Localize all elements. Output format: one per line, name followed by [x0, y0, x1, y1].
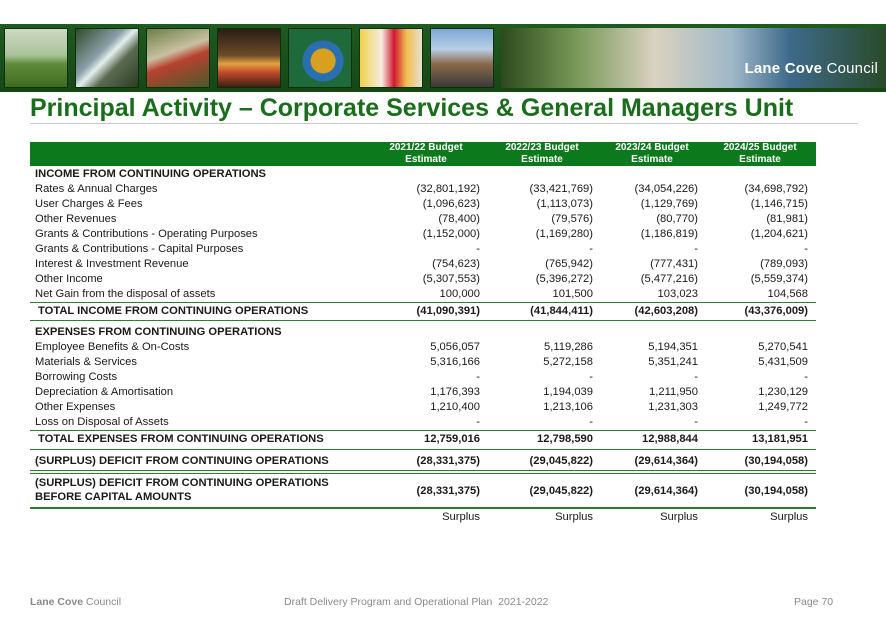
- header-banner: [0, 24, 886, 92]
- income-total-rule: [30, 302, 816, 303]
- surplus-before-capital-row: (SURPLUS) DEFICIT FROM CONTINUING OPERATIONS BEFORE CAPITAL AMOUNTS (28,331,375) (29,045,822) (29,614,364) (30,194,058): [35, 477, 808, 503]
- table-row: Other Expenses 1,210,400 1,213,106 1,231,303 1,249,772: [35, 401, 808, 413]
- expense-total-row: TOTAL EXPENSES FROM CONTINUING OPERATIONS 12,759,016 12,798,590 12,988,844 13,181,951: [38, 433, 808, 445]
- park-photo: [4, 28, 68, 88]
- result-row: Surplus Surplus Surplus Surplus: [442, 511, 808, 523]
- table-row: Materials & Services 5,316,166 5,272,158 5,351,241 5,431,509: [35, 356, 808, 368]
- column-header-2021-22: 2021/22 Budget Estimate: [389, 142, 463, 165]
- surplus-before-capital-rule: [30, 507, 816, 509]
- harbour-photo: [501, 28, 886, 88]
- table-row: Depreciation & Amortisation 1,176,393 1,194,039 1,211,950 1,230,129: [35, 386, 808, 398]
- surplus-row: (SURPLUS) DEFICIT FROM CONTINUING OPERATIONS (28,331,375) (29,045,822) (29,614,364) (30,194,058): [35, 455, 808, 467]
- table-row: Other Income (5,307,553) (5,396,272) (5,477,216) (5,559,374): [35, 273, 808, 285]
- dancer-photo: [359, 28, 423, 88]
- waterfall-photo: [75, 28, 139, 88]
- page-title: Principal Activity – Corporate Services & General Managers Unit: [30, 94, 794, 122]
- building-photo: [430, 28, 494, 88]
- council-logo-text: Lane Cove Council: [744, 60, 878, 77]
- footer-document-title: Draft Delivery Program and Operational Plan 2021-2022: [284, 596, 549, 608]
- table-row: Loss on Disposal of Assets - - - -: [35, 416, 808, 428]
- expense-total-underline: [30, 449, 816, 450]
- parrot-photo: [288, 28, 352, 88]
- income-section-heading: INCOME FROM CONTINUING OPERATIONS: [35, 168, 266, 180]
- table-row: Interest & Investment Revenue (754,623) (765,942) (777,431) (789,093): [35, 258, 808, 270]
- income-total-underline: [30, 320, 816, 321]
- expense-section-heading: EXPENSES FROM CONTINUING OPERATIONS: [35, 326, 282, 338]
- table-row: Borrowing Costs - - - -: [35, 371, 808, 383]
- festival-photo: [146, 28, 210, 88]
- table-row: Grants & Contributions - Capital Purposes - - - -: [35, 243, 808, 255]
- footer-organisation: Lane Cove Council: [30, 596, 122, 608]
- column-header-2023-24: 2023/24 Budget Estimate: [615, 142, 689, 165]
- table-row: Grants & Contributions - Operating Purposes (1,152,000) (1,169,280) (1,186,819) (1,204,621): [35, 228, 808, 240]
- table-row: Employee Benefits & On-Costs 5,056,057 5,119,286 5,194,351 5,270,541: [35, 341, 808, 353]
- table-row: Net Gain from the disposal of assets 100,000 101,500 103,023 104,568: [35, 288, 808, 300]
- table-row: Rates & Annual Charges (32,801,192) (33,421,769) (34,054,226) (34,698,792): [35, 183, 808, 195]
- expense-total-rule: [30, 430, 816, 431]
- dining-photo: [217, 28, 281, 88]
- table-row: Other Revenues (78,400) (79,576) (80,770) (81,981): [35, 213, 808, 225]
- column-header-2024-25: 2024/25 Budget Estimate: [723, 142, 797, 165]
- surplus-rule-b: [30, 473, 816, 474]
- table-row: User Charges & Fees (1,096,623) (1,113,073) (1,129,769) (1,146,715): [35, 198, 808, 210]
- surplus-before-capital-label: (SURPLUS) DEFICIT FROM CONTINUING OPERATIONS BEFORE CAPITAL AMOUNTS: [35, 477, 329, 503]
- page-number: Page 70: [794, 596, 834, 608]
- column-header-2022-23: 2022/23 Budget Estimate: [505, 142, 579, 165]
- surplus-rule-a: [30, 470, 816, 471]
- income-total-row: TOTAL INCOME FROM CONTINUING OPERATIONS (41,090,391) (41,844,411) (42,603,208) (43,376,009): [38, 305, 808, 317]
- title-divider: [30, 123, 858, 124]
